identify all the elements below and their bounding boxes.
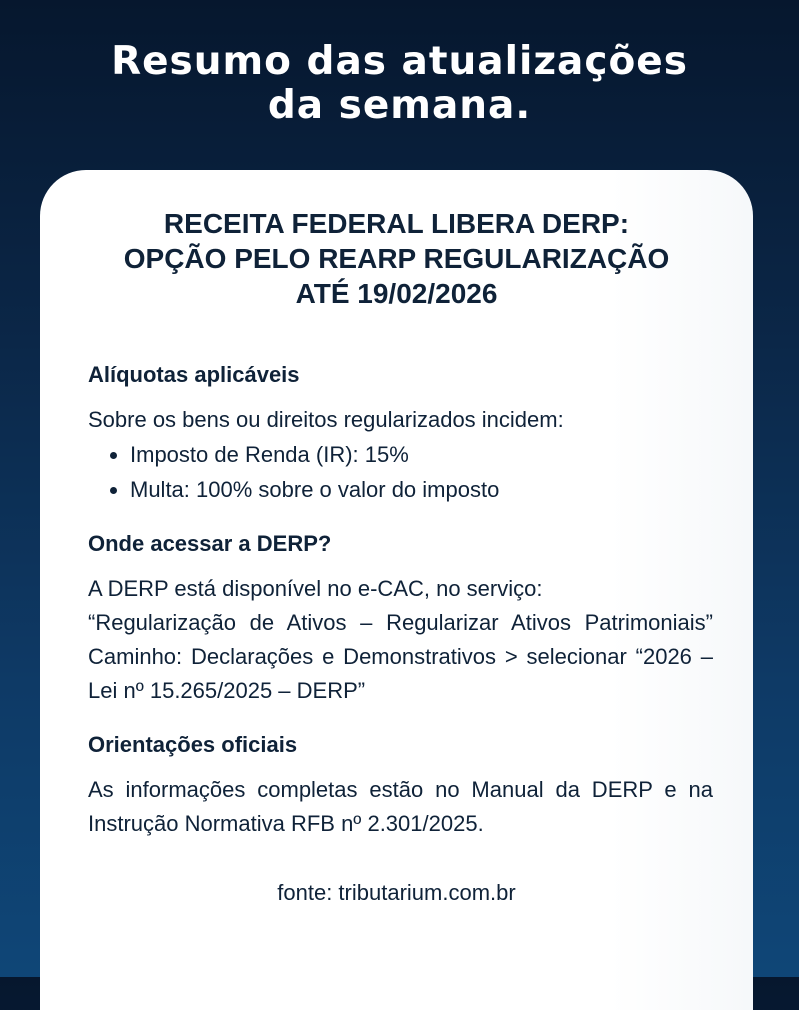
list-item: • Imposto de Renda (IR): 15% (130, 437, 713, 472)
section-text: A DERP está disponível no e-CAC, no serviço: (88, 576, 543, 601)
section-heading-orientacoes: Orientações oficiais (88, 732, 298, 757)
news-card (40, 170, 753, 1010)
section-heading-aliquotas: Alíquotas aplicáveis (88, 362, 300, 387)
section-heading-acesso: Onde acessar a DERP? (88, 531, 332, 556)
headline-line: Resumo das atualizações (111, 39, 688, 84)
section-text: “Regularização de Ativos – Regularizar Ativos Patrimoniais” Caminho: Declarações e Demonstrativos > selecionar “2026 – Lei nº 15.265/2025 – DERP” (88, 610, 713, 703)
rates-list (88, 437, 713, 507)
card-title (40, 206, 753, 311)
section-text: Sobre os bens ou direitos regularizados incidem: (88, 407, 564, 432)
card-title-line: OPÇÃO PELO REARP REGULARIZAÇÃO (123, 243, 670, 274)
card-title-line: ATÉ 19/02/2026 (295, 278, 498, 309)
headline (0, 40, 799, 128)
card-title-line: RECEITA FEDERAL LIBERA DERP: (163, 208, 630, 239)
headline-line: da semana. (267, 83, 532, 128)
card-content (88, 358, 713, 841)
section-text: As informações completas estão no Manual da DERP e na Instrução Normativa RFB nº 2.301/2025. (88, 777, 713, 836)
source-text: fonte: tributarium.com.br (277, 880, 516, 905)
list-item: • Multa: 100% sobre o valor do imposto (130, 472, 713, 507)
